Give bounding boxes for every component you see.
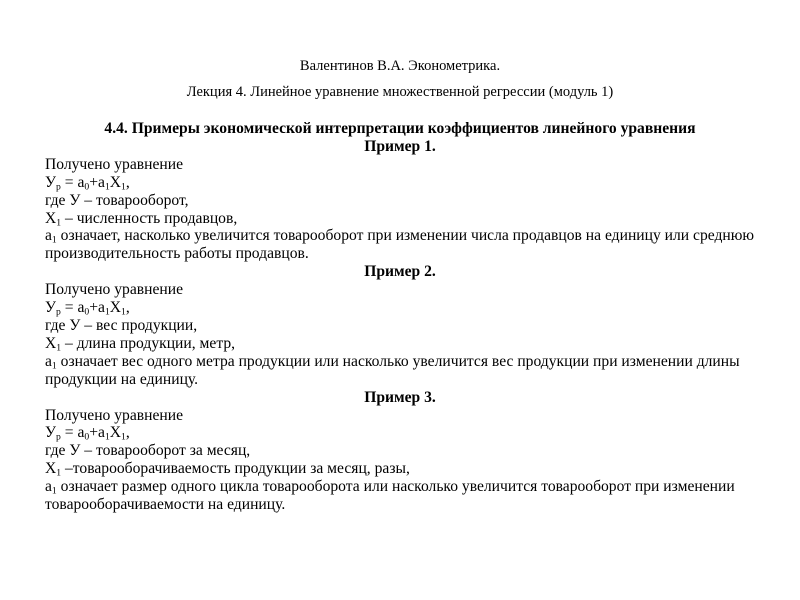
variable-x1-definition: $Х_1$ – длина продукции, метр, [45,334,236,354]
example-intro: Получено уравнение [45,406,183,424]
example-intro: Получено уравнение [45,155,183,173]
regression-equation: $У_р = а_0+а_1Х_1$, [45,299,130,318]
coefficient-a1-interpretation: $а_1$ означает размер одного цикла товарооборота или насколько увеличится товарооборот при изменении товарооборачиваемости на единицу. [45,478,735,514]
example-title: Пример 2. [364,263,436,281]
variable-y-definition: где У – товарооборот за месяц, [45,442,251,460]
variable-x1-definition: $Х_1$ – численность продавцов, [45,209,238,228]
example-intro: Получено уравнение [45,281,183,299]
section-title: 4.4. Примеры экономической интерпретации коэффициентов линейного уравнения [104,120,696,137]
example-title: Пример 3. [364,388,436,406]
header-course-title: Валентинов В.А. Эконометрика. [299,58,501,74]
variable-x1-definition: $Х_1$ –товарооборачиваемость продукции за месяц, разы, [45,460,410,479]
example-1 [45,138,755,263]
regression-equation: $У_р = а_0+а_1Х_1$, [45,424,130,443]
slide-content [45,120,755,514]
example-2 [45,263,755,388]
regression-equation: $У_р = а_0+а_1Х_1$, [45,173,130,193]
coefficient-a1-interpretation: $а_1$ означает, насколько увеличится товарооборот при изменении числа продавцов на единицу или среднюю производительность работы продавцов. [45,227,755,263]
variable-y-definition: где У – товарооборот, [45,191,189,209]
example-3 [45,389,755,514]
variable-y-definition: где У – вес продукции, [45,316,198,334]
example-title: Пример 1. [364,137,436,155]
coefficient-a1-interpretation: $а_1$ означает вес одного метра продукции или насколько увеличится вес продукции при изменении длины продукции на единицу. [45,352,740,388]
header-lecture-title: Лекция 4. Линейное уравнение множественной регрессии (модуль 1) [186,84,614,100]
